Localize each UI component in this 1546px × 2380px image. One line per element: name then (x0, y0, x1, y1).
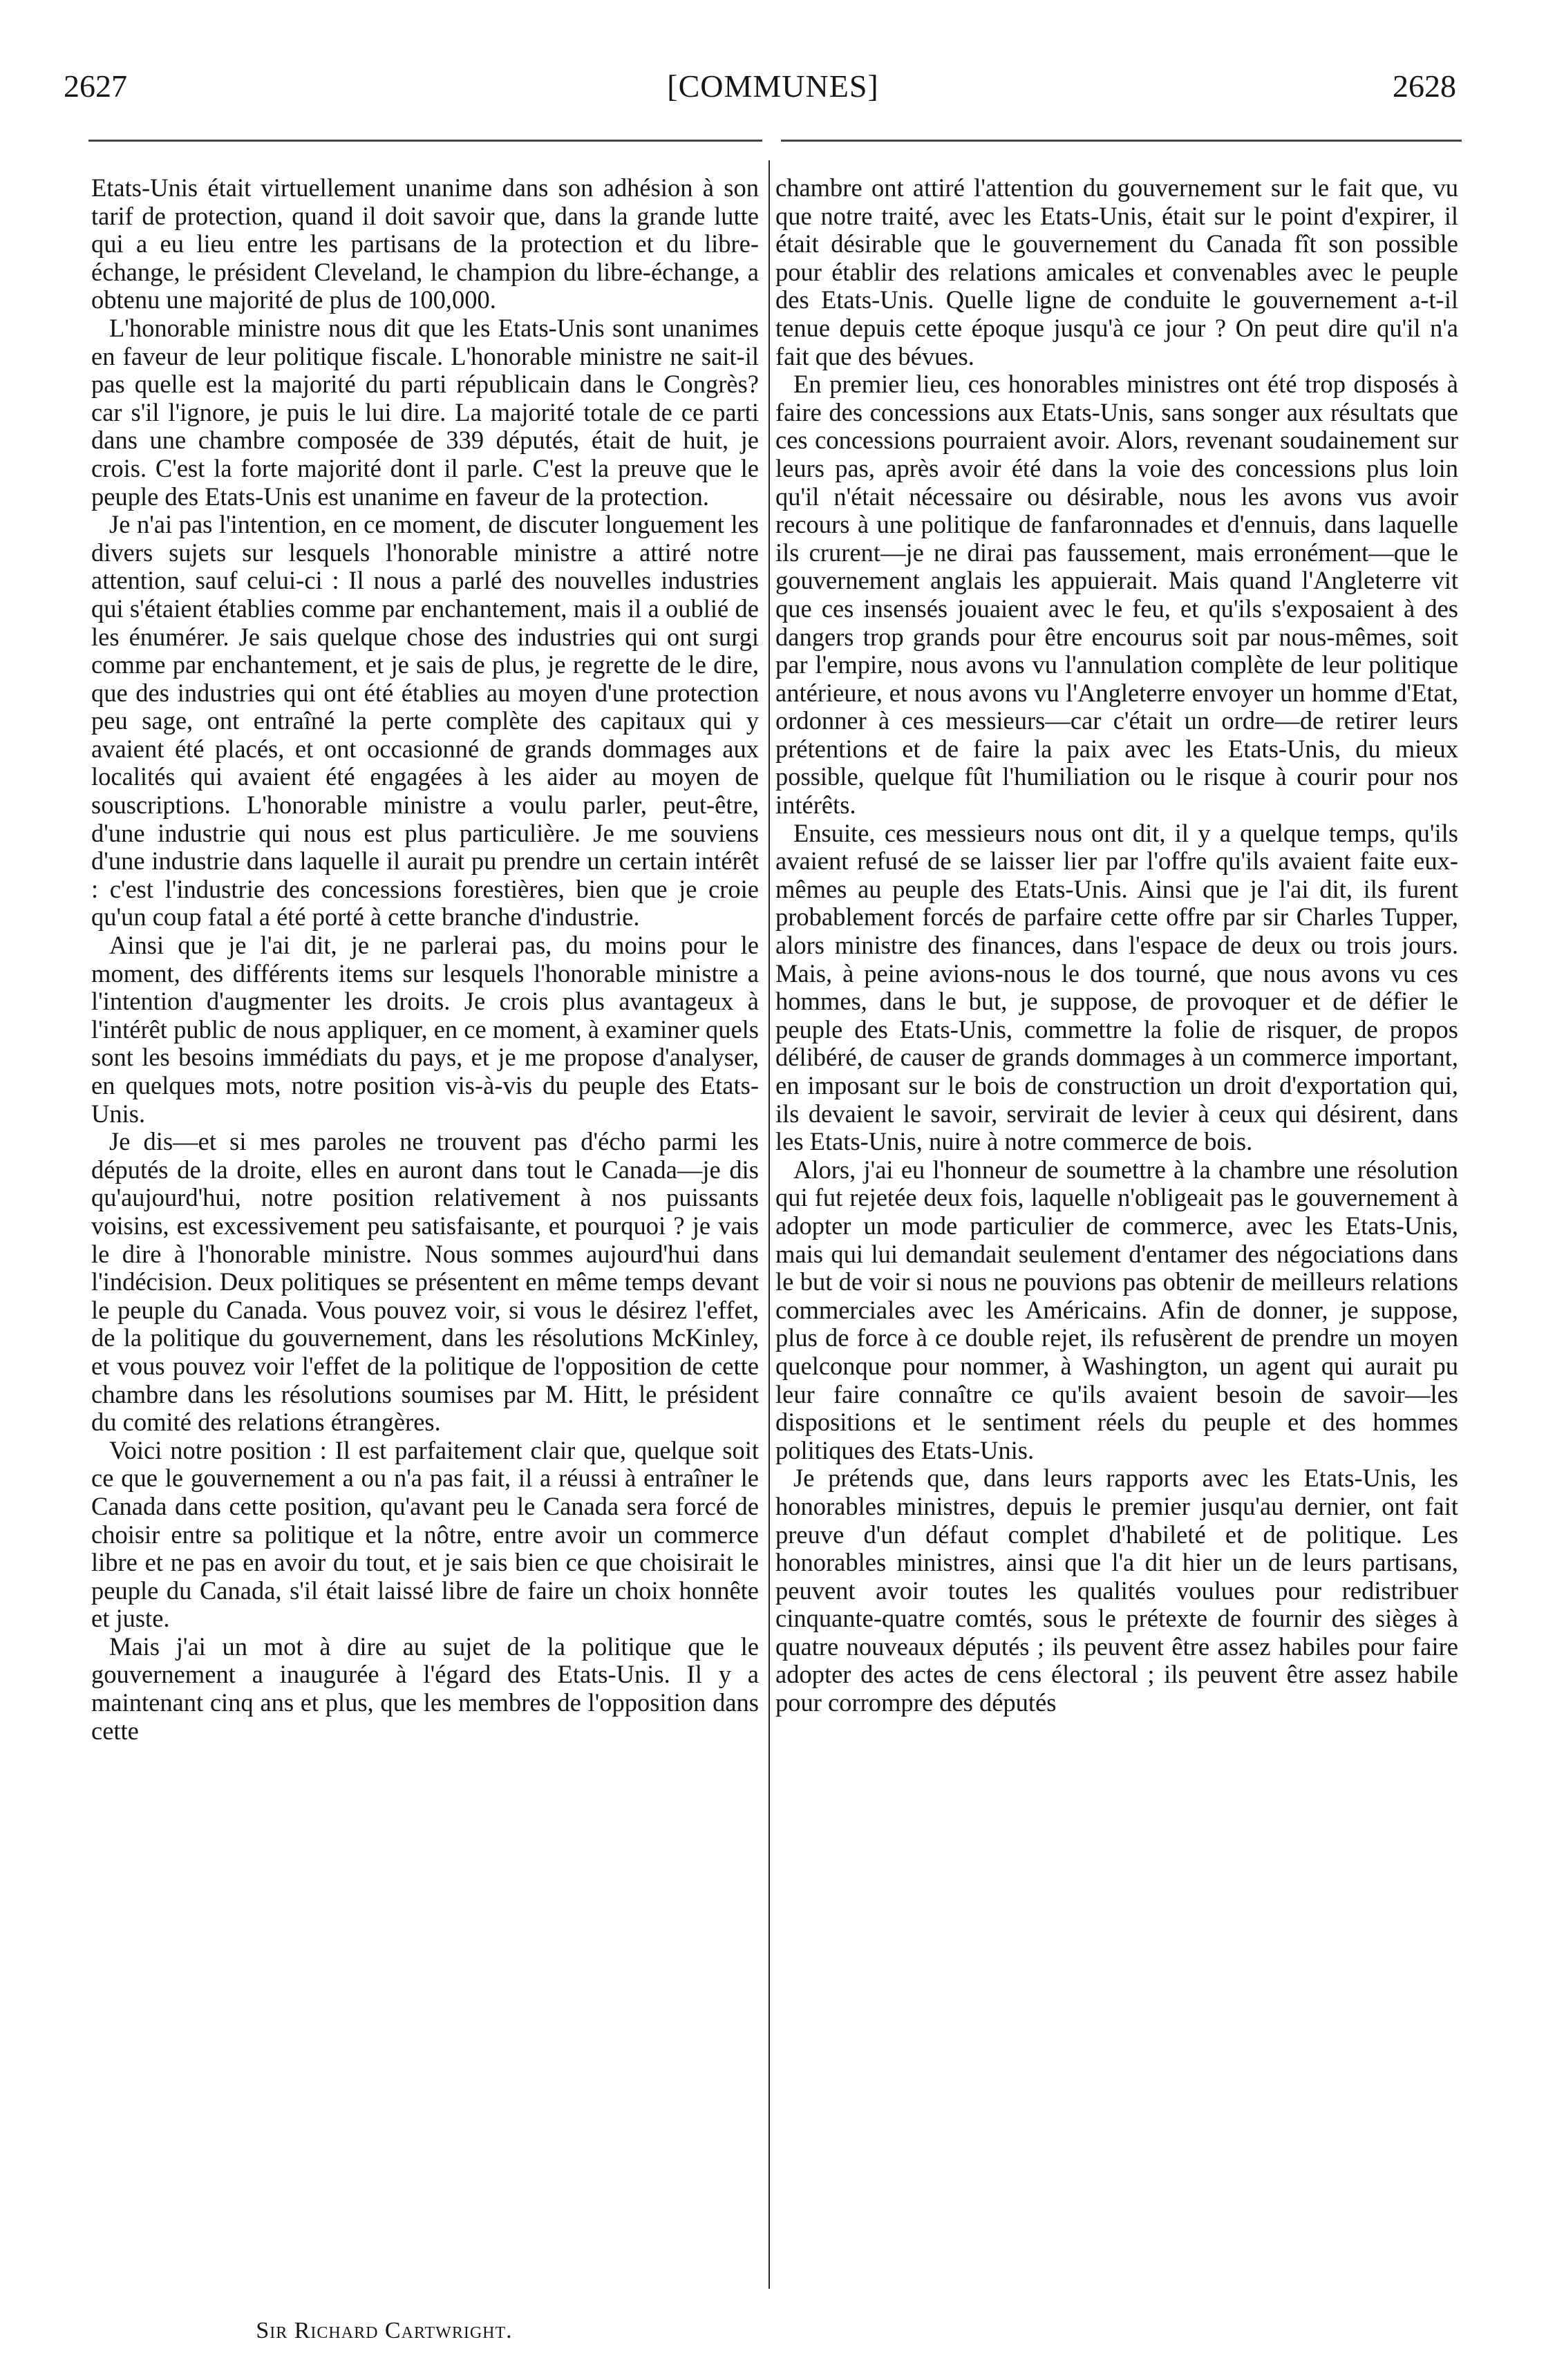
paragraph: L'honorable ministre nous dit que les Etats-Unis sont unanimes en faveur de leur politique fiscale. L'honorable ministre ne sait-il pas quelle est la majorité du parti républicain dans le Congrès? car s'il l'ignore, je puis le lui dire. La majorité totale de ce parti dans une chambre composée de 339 députés, était de huit, je crois. C'est la forte majorité dont il parle. C'est la preuve que le peuple des Etats-Unis est unanime en faveur de la protection. (91, 313, 759, 511)
paragraph: Alors, j'ai eu l'honneur de soumettre à la chambre une résolution qui fut rejetée deux fois, laquelle n'obligeait pas le gouvernement à adopter un mode particulier de commerce, avec les Etats-Unis, mais qui lui demandait seulement d'entamer des négociations dans le but de voir si nous ne pouvions pas obtenir de meilleurs relations commerciales avec les Américains. Afin de donner, je suppose, plus de force à ce double rejet, ils refusèrent de prendre un moyen quelconque pour nommer, à Washington, un agent qui aurait pu leur faire connaître ce qu'ils avaient besoin de savoir—les dispositions et le sentiment réels du peuple et des hommes politiques des Etats-Unis. (775, 1155, 1458, 1464)
header-rule-left (88, 140, 762, 142)
paragraph: Etats-Unis était virtuellement unanime dans son adhésion à son tarif de protection, quand il doit savoir que, dans la grande lutte qui a eu lieu entre les partisans de la protection et du libre-échange, le président Cleveland, le champion du libre-échange, a obtenu une majorité de plus de 100,000. (91, 173, 759, 314)
right-column (775, 174, 1458, 1717)
paragraph: Mais j'ai un mot à dire au sujet de la politique que le gouvernement a inaugurée à l'égard des Etats-Unis. Il y a maintenant cinq ans et plus, que les membres de l'opposition dans cette (91, 1632, 759, 1745)
column-divider (769, 160, 770, 2289)
paragraph: Je prétends que, dans leurs rapports avec les Etats-Unis, les honorables ministres, depuis le premier jusqu'au dernier, ont fait preuve d'un défaut complet d'habileté et de politique. Les honorables ministres, ainsi que l'a dit hier un de leurs partisans, peuvent avoir toutes les qualités voulues pour redistribuer cinquante-quatre comtés, sous le prétexte de fournir des sièges à quatre nouveaux députés ; ils peuvent être assez habiles pour faire adopter des actes de cens électoral ; ils peuvent être assez habile pour corrompre des députés (775, 1464, 1458, 1717)
right-page-number: 2628 (1393, 68, 1456, 104)
running-title: [COMMUNES] (667, 68, 879, 104)
paragraph: Je dis—et si mes paroles ne trouvent pas d'écho parmi les députés de la droite, elles en auront dans tout le Canada—je dis qu'aujourd'hui, notre position relativement à nos puissants voisins, est excessivement peu satisfaisante, et pourquoi ? je vais le dire à l'honorable ministre. Nous sommes aujourd'hui dans l'indécision. Deux politiques se présentent en même temps devant le peuple du Canada. Vous pouvez voir, si vous le désirez l'effet, de la politique du gouvernement, dans les résolutions McKinley, et vous pouvez voir l'effet de la politique de l'opposition de cette chambre dans les résolutions soumises par M. Hitt, le président du comité des relations étrangères. (91, 1127, 759, 1437)
header-rule-right (781, 140, 1462, 142)
paragraph: Je n'ai pas l'intention, en ce moment, de discuter longuement les divers sujets sur lesquels l'honorable ministre a attiré notre attention, sauf celui-ci : Il nous a parlé des nouvelles industries qui s'étaient établies comme par enchantement, mais il a oublié de les énumérer. Je sais quelque chose des industries qui ont surgi comme par enchantement, et je sais de plus, je regrette de le dire, que des industries qui ont été établies au moyen d'une protection peu sage, ont entraîné la perte complète des capitaux qui y avaient été placés, et ont occasionné de grands dommages aux localités qui avaient été engagées à les aider au moyen de souscriptions. L'honorable ministre a voulu parler, peut-être, d'une industrie qui nous est plus particulière. Je me souviens d'une industrie dans laquelle il aurait pu prendre un certain intérêt : c'est l'industrie des concessions forestières, bien que je croie qu'un coup fatal a été porté à cette branche d'industrie. (91, 510, 759, 932)
paragraph: En premier lieu, ces honorables ministres ont été trop disposés à faire des concessions aux Etats-Unis, sans songer aux résultats que ces concessions pourraient avoir. Alors, revenant soudainement sur leurs pas, après avoir été dans la voie des concessions plus loin qu'il n'était nécessaire ou désirable, nous les avons vus avoir recours à une politique de fanfaronnades et d'ennuis, dans laquelle ils crurent—je ne dirai pas faussement, mais erronément—que le gouvernement anglais les appuierait. Mais quand l'Angleterre vit que ces insensés jouaient avec le feu, et qu'ils s'exposaient à des dangers trop grands pour être encourus soit par nous-mêmes, soit par l'empire, nous avons vu l'annulation complète de leur politique antérieure, et nous avons vu l'Angleterre envoyer un homme d'Etat, ordonner à ces messieurs—car c'était un ordre—de retirer leurs prétentions et de faire la paix avec les Etats-Unis, du mieux possible, quelque fût l'humiliation ou le risque à courir pour nos intérêts. (775, 370, 1458, 820)
speaker-footer: Sir Richard Cartwright. (256, 2318, 513, 2343)
left-page-number: 2627 (64, 68, 127, 104)
paragraph: Ensuite, ces messieurs nous ont dit, il y a quelque temps, qu'ils avaient refusé de se laisser lier par l'offre qu'ils avaient faite eux-mêmes au peuple des Etats-Unis. Ainsi que je l'ai dit, ils furent probablement forcés de parfaire cette offre par sir Charles Tupper, alors ministre des finances, dans l'espace de deux ou trois jours. Mais, à peine avions-nous le dos tourné, que nous avons vu ces hommes, dans le but, je suppose, de provoquer et de défier le peuple des Etats-Unis, commettre la folie de risquer, de propos délibéré, de causer de grands dommages à un commerce important, en imposant sur le bois de construction un droit d'exportation qui, ils devaient le savoir, servirait de levier à ceux qui désirent, dans les Etats-Unis, nuire à notre commerce de bois. (775, 818, 1458, 1156)
paragraph: Voici notre position : Il est parfaitement clair que, quelque soit ce que le gouvernement a ou n'a pas fait, il a réussi à entraîner le Canada dans cette position, qu'avant peu le Canada sera forcé de choisir entre sa politique et la nôtre, entre avoir un commerce libre et ne pas en avoir du tout, et je sais bien ce que choisirait le peuple du Canada, s'il était laissé libre de faire un choix honnête et juste. (91, 1435, 759, 1633)
left-column (91, 174, 759, 1745)
paragraph: Ainsi que je l'ai dit, je ne parlerai pas, du moins pour le moment, des différents items sur lesquels l'honorable ministre a l'intention d'augmenter les droits. Je crois plus avantageux à l'intérêt public de nous appliquer, en ce moment, à examiner quels sont les besoins immédiats du pays, et je me propose d'analyser, en quelques mots, notre position vis-à-vis du peuple des Etats-Unis. (91, 931, 759, 1128)
paragraph: chambre ont attiré l'attention du gouvernement sur le fait que, vu que notre traité, avec les Etats-Unis, était sur le point d'expirer, il était désirable que le gouvernement du Canada fît son possible pour établir des relations amicales et convenables avec le peuple des Etats-Unis. Quelle ligne de conduite le gouvernement a-t-il tenue depuis cette époque jusqu'à ce jour ? On peut dire qu'il n'a fait que des bévues. (775, 173, 1458, 370)
